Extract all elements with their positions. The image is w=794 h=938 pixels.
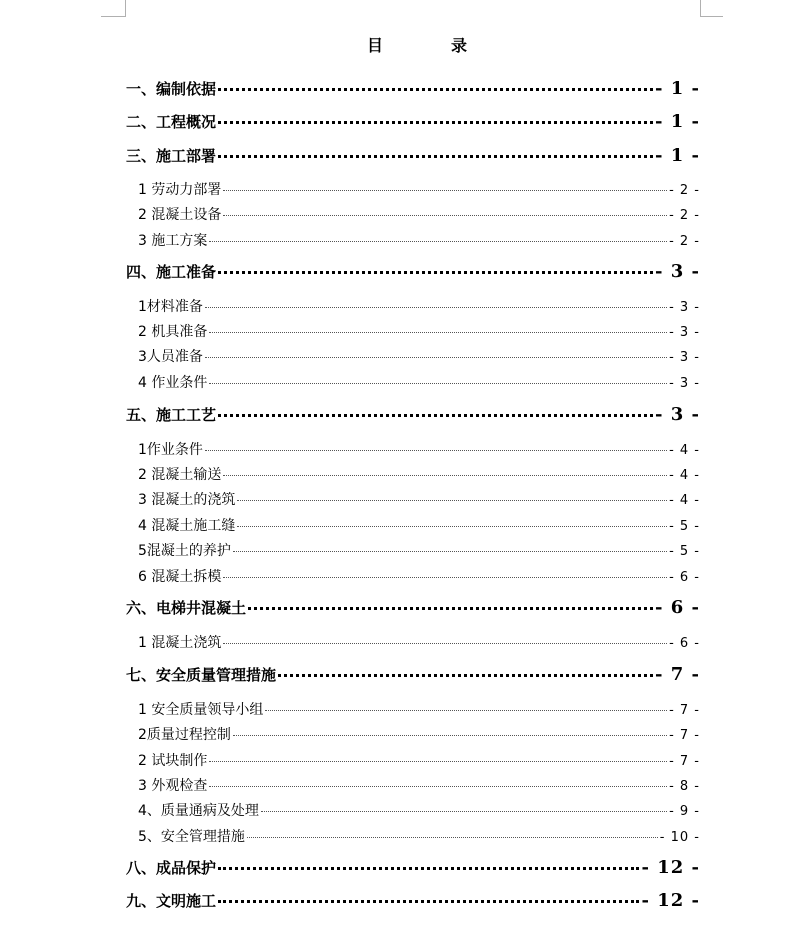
dot-leader bbox=[205, 357, 667, 358]
toc-entry-page-number: - 3 - bbox=[669, 350, 700, 365]
toc-entry-page-number: - 1 - bbox=[655, 78, 700, 99]
dot-leader bbox=[218, 867, 639, 870]
dot-leader bbox=[205, 307, 667, 308]
toc-entry-label: 2 试块制作 bbox=[138, 753, 208, 769]
toc-entry-page-number: - 3 - bbox=[669, 300, 700, 315]
toc-entry-label: 2 机具准备 bbox=[138, 324, 208, 340]
dot-leader bbox=[218, 900, 639, 903]
toc-section-entry[interactable] bbox=[138, 296, 700, 316]
toc-entry-page-number: - 4 - bbox=[669, 443, 700, 458]
dot-leader bbox=[218, 271, 653, 274]
dot-leader bbox=[278, 674, 653, 677]
toc-entry-label: 2 混凝土输送 bbox=[138, 467, 222, 483]
toc-entry-label: 1 安全质量领导小组 bbox=[138, 702, 264, 718]
dot-leader bbox=[209, 761, 667, 762]
toc-chapter-entry[interactable] bbox=[126, 261, 700, 282]
toc-section-entry[interactable] bbox=[138, 346, 700, 366]
dot-leader bbox=[223, 577, 667, 578]
toc-entry-page-number: - 7 - bbox=[655, 664, 700, 685]
dot-leader bbox=[261, 811, 667, 812]
toc-entry-label: 八、成品保护 bbox=[126, 859, 217, 877]
toc-entry-label: 五、施工工艺 bbox=[126, 406, 217, 424]
toc-entry-label: 1 劳动力部署 bbox=[138, 182, 222, 198]
toc-entry-page-number: - 3 - bbox=[655, 261, 700, 282]
dot-leader bbox=[218, 414, 653, 417]
toc-entry-label: 1 混凝土浇筑 bbox=[138, 635, 222, 651]
toc-entry-page-number: - 12 - bbox=[641, 857, 700, 878]
dot-leader bbox=[209, 332, 667, 333]
toc-section-entry[interactable] bbox=[138, 489, 700, 509]
toc-entry-page-number: - 3 - bbox=[669, 325, 700, 340]
toc-entry-label: 3 施工方案 bbox=[138, 233, 208, 249]
toc-entry-page-number: - 3 - bbox=[669, 376, 700, 391]
toc-entry-page-number: - 7 - bbox=[669, 728, 700, 743]
toc-entry-label: 1作业条件 bbox=[138, 442, 203, 458]
toc-section-entry[interactable] bbox=[138, 800, 700, 820]
toc-section-entry[interactable] bbox=[138, 750, 700, 770]
toc-section-entry[interactable] bbox=[138, 566, 700, 586]
toc-chapter-entry[interactable] bbox=[126, 857, 700, 878]
toc-entry-label: 一、编制依据 bbox=[126, 80, 217, 98]
toc-entry-page-number: - 8 - bbox=[669, 779, 700, 794]
dot-leader bbox=[237, 526, 667, 527]
toc-entry-label: 4 混凝土施工缝 bbox=[138, 518, 236, 534]
toc-entry-page-number: - 2 - bbox=[669, 183, 700, 198]
toc-entry-page-number: - 4 - bbox=[669, 468, 700, 483]
toc-entry-page-number: - 1 - bbox=[655, 111, 700, 132]
toc-entry-page-number: - 1 - bbox=[655, 145, 700, 166]
dot-leader bbox=[209, 383, 667, 384]
toc-section-entry[interactable] bbox=[138, 632, 700, 652]
toc-entry-label: 六、电梯井混凝土 bbox=[126, 599, 247, 617]
toc-section-entry[interactable] bbox=[138, 464, 700, 484]
toc-entry-page-number: - 6 - bbox=[669, 570, 700, 585]
toc-section-entry[interactable] bbox=[138, 699, 700, 719]
toc-title: 目 录 bbox=[366, 36, 493, 55]
toc-chapter-entry[interactable] bbox=[126, 890, 700, 911]
dot-leader bbox=[248, 607, 653, 610]
dot-leader bbox=[223, 643, 667, 644]
toc-entry-label: 3 混凝土的浇筑 bbox=[138, 492, 236, 508]
toc-section-entry[interactable] bbox=[138, 321, 700, 341]
dot-leader bbox=[237, 500, 667, 501]
dot-leader bbox=[218, 121, 653, 124]
toc-entry-label: 1材料准备 bbox=[138, 299, 203, 315]
dot-leader bbox=[233, 551, 667, 552]
toc-chapter-entry[interactable] bbox=[126, 404, 700, 425]
toc-section-entry[interactable] bbox=[138, 724, 700, 744]
dot-leader bbox=[265, 710, 667, 711]
toc-entry-label: 二、工程概况 bbox=[126, 113, 217, 131]
toc-entry-label: 6 混凝土拆模 bbox=[138, 569, 222, 585]
toc-entry-page-number: - 9 - bbox=[669, 804, 700, 819]
dot-leader bbox=[223, 475, 667, 476]
dot-leader bbox=[247, 837, 658, 838]
toc-entry-label: 5混凝土的养护 bbox=[138, 543, 231, 559]
toc-section-entry[interactable] bbox=[138, 372, 700, 392]
dot-leader bbox=[209, 241, 667, 242]
toc-section-entry[interactable] bbox=[138, 515, 700, 535]
toc-chapter-entry[interactable] bbox=[126, 145, 700, 166]
toc-section-entry[interactable] bbox=[138, 775, 700, 795]
dot-leader bbox=[218, 88, 653, 91]
toc-chapter-entry[interactable] bbox=[126, 111, 700, 132]
dot-leader bbox=[218, 155, 653, 158]
toc-section-entry[interactable] bbox=[138, 179, 700, 199]
toc-section-entry[interactable] bbox=[138, 439, 700, 459]
toc-entry-page-number: - 10 - bbox=[659, 830, 700, 845]
toc-entry-page-number: - 5 - bbox=[669, 544, 700, 559]
toc-entry-label: 4、质量通病及处理 bbox=[138, 803, 259, 819]
dot-leader bbox=[233, 735, 667, 736]
toc-section-entry[interactable] bbox=[138, 540, 700, 560]
toc-entry-page-number: - 7 - bbox=[669, 754, 700, 769]
toc-entry-label: 5、安全管理措施 bbox=[138, 829, 245, 845]
dot-leader bbox=[223, 190, 667, 191]
dot-leader bbox=[209, 786, 667, 787]
toc-entry-label: 2质量过程控制 bbox=[138, 727, 231, 743]
toc-entry-page-number: - 7 - bbox=[669, 703, 700, 718]
toc-entry-label: 3人员准备 bbox=[138, 349, 203, 365]
toc-entry-label: 4 作业条件 bbox=[138, 375, 208, 391]
dot-leader bbox=[205, 450, 667, 451]
toc-section-entry[interactable] bbox=[138, 204, 700, 224]
toc-entry-page-number: - 2 - bbox=[669, 208, 700, 223]
toc-entry-page-number: - 12 - bbox=[641, 890, 700, 911]
toc-entry-label: 七、安全质量管理措施 bbox=[126, 666, 277, 684]
dot-leader bbox=[223, 215, 667, 216]
toc-entry-label: 九、文明施工 bbox=[126, 892, 217, 910]
toc-entry-label: 三、施工部署 bbox=[126, 147, 217, 165]
toc-entry-page-number: - 4 - bbox=[669, 493, 700, 508]
toc-chapter-entry[interactable] bbox=[126, 78, 700, 99]
toc-section-entry[interactable] bbox=[138, 826, 700, 846]
toc-entry-page-number: - 6 - bbox=[669, 636, 700, 651]
toc-entry-label: 2 混凝土设备 bbox=[138, 207, 222, 223]
toc-entry-page-number: - 5 - bbox=[669, 519, 700, 534]
toc-entry-page-number: - 3 - bbox=[655, 404, 700, 425]
toc-chapter-entry[interactable] bbox=[126, 597, 700, 618]
toc-entry-label: 四、施工准备 bbox=[126, 263, 217, 281]
toc-entry-page-number: - 6 - bbox=[655, 597, 700, 618]
toc-entry-label: 3 外观检查 bbox=[138, 778, 208, 794]
toc-section-entry[interactable] bbox=[138, 230, 700, 250]
toc-entry-page-number: - 2 - bbox=[669, 234, 700, 249]
toc-chapter-entry[interactable] bbox=[126, 664, 700, 685]
